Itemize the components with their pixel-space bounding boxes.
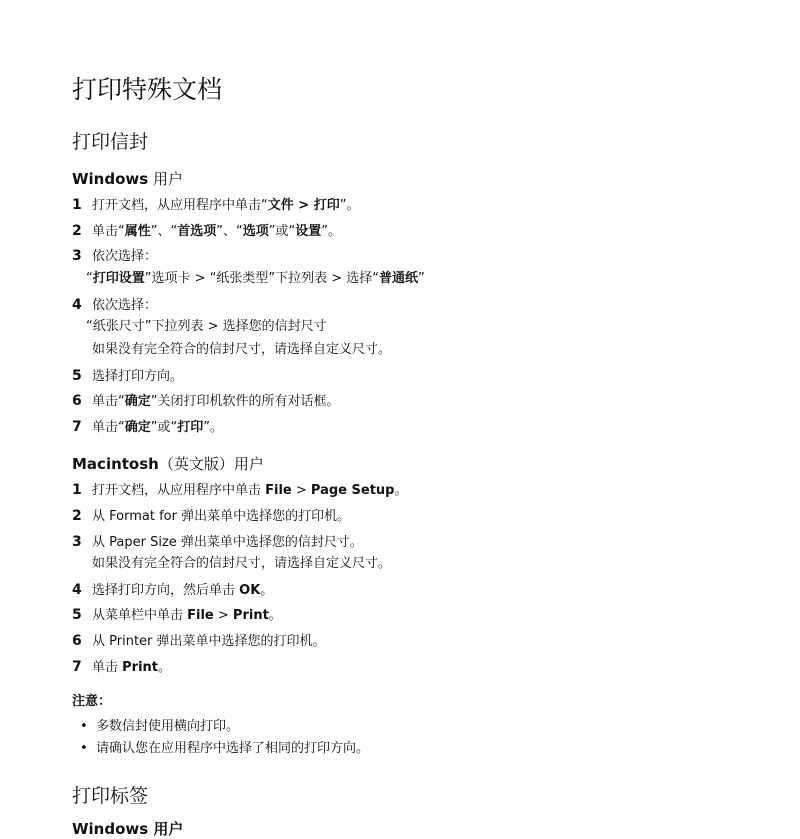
windows-step-3: 3 依次选择：	[72, 248, 158, 264]
bullet-icon: •	[80, 719, 88, 734]
page-title: 打印特殊文档	[72, 75, 223, 104]
bullet-icon: •	[80, 741, 88, 756]
windows-step-7: 7 单击“确定”或“打印”。	[72, 419, 224, 435]
note-item-2: • 请确认您在应用程序中选择了相同的打印方向。	[80, 741, 370, 756]
macintosh-users-heading: Macintosh（英文版）用户	[72, 455, 264, 473]
windows-step-6: 6 单击“确定”关闭打印机软件的所有对话框。	[72, 393, 340, 409]
windows-step-3-detail: “打印设置”选项卡 > “纸张类型”下拉列表 > 选择“普通纸”	[86, 271, 425, 286]
windows-step-4: 4 依次选择：	[72, 297, 158, 313]
mac-step-2: 2 从 Format for 弹出菜单中选择您的打印机。	[72, 508, 351, 524]
mac-step-7: 7 单击 Print。	[72, 659, 172, 675]
mac-step-4: 4 选择打印方向，然后单击 OK。	[72, 582, 274, 598]
windows-users-heading-cut: Windows 用户	[72, 820, 184, 838]
mac-step-3-detail: 如果没有完全符合的信封尺寸，请选择自定义尺寸。	[92, 556, 392, 571]
windows-step-2: 2 单击“属性”、“首选项”、“选项”或“设置”。	[72, 223, 342, 239]
windows-users-heading: Windows 用户	[72, 170, 183, 188]
windows-step-4-detail-2: 如果没有完全符合的信封尺寸，请选择自定义尺寸。	[92, 342, 392, 357]
mac-step-3: 3 从 Paper Size 弹出菜单中选择您的信封尺寸。	[72, 534, 363, 550]
windows-step-5: 5 选择打印方向。	[72, 368, 184, 384]
windows-step-4-detail-1: “纸张尺寸”下拉列表 > 选择您的信封尺寸	[86, 319, 327, 334]
section-heading-labels: 打印标签	[72, 785, 149, 807]
note-label: 注意：	[72, 694, 112, 709]
windows-step-1: 1 打开文档，从应用程序中单击“文件 > 打印”。	[72, 197, 360, 213]
mac-step-5: 5 从菜单栏中单击 File > Print。	[72, 607, 282, 623]
section-heading-envelope: 打印信封	[72, 131, 149, 153]
mac-step-1: 1 打开文档，从应用程序中单击 File > Page Setup。	[72, 482, 408, 498]
mac-step-6: 6 从 Printer 弹出菜单中选择您的打印机。	[72, 633, 326, 649]
note-item-1: • 多数信封使用横向打印。	[80, 719, 240, 734]
